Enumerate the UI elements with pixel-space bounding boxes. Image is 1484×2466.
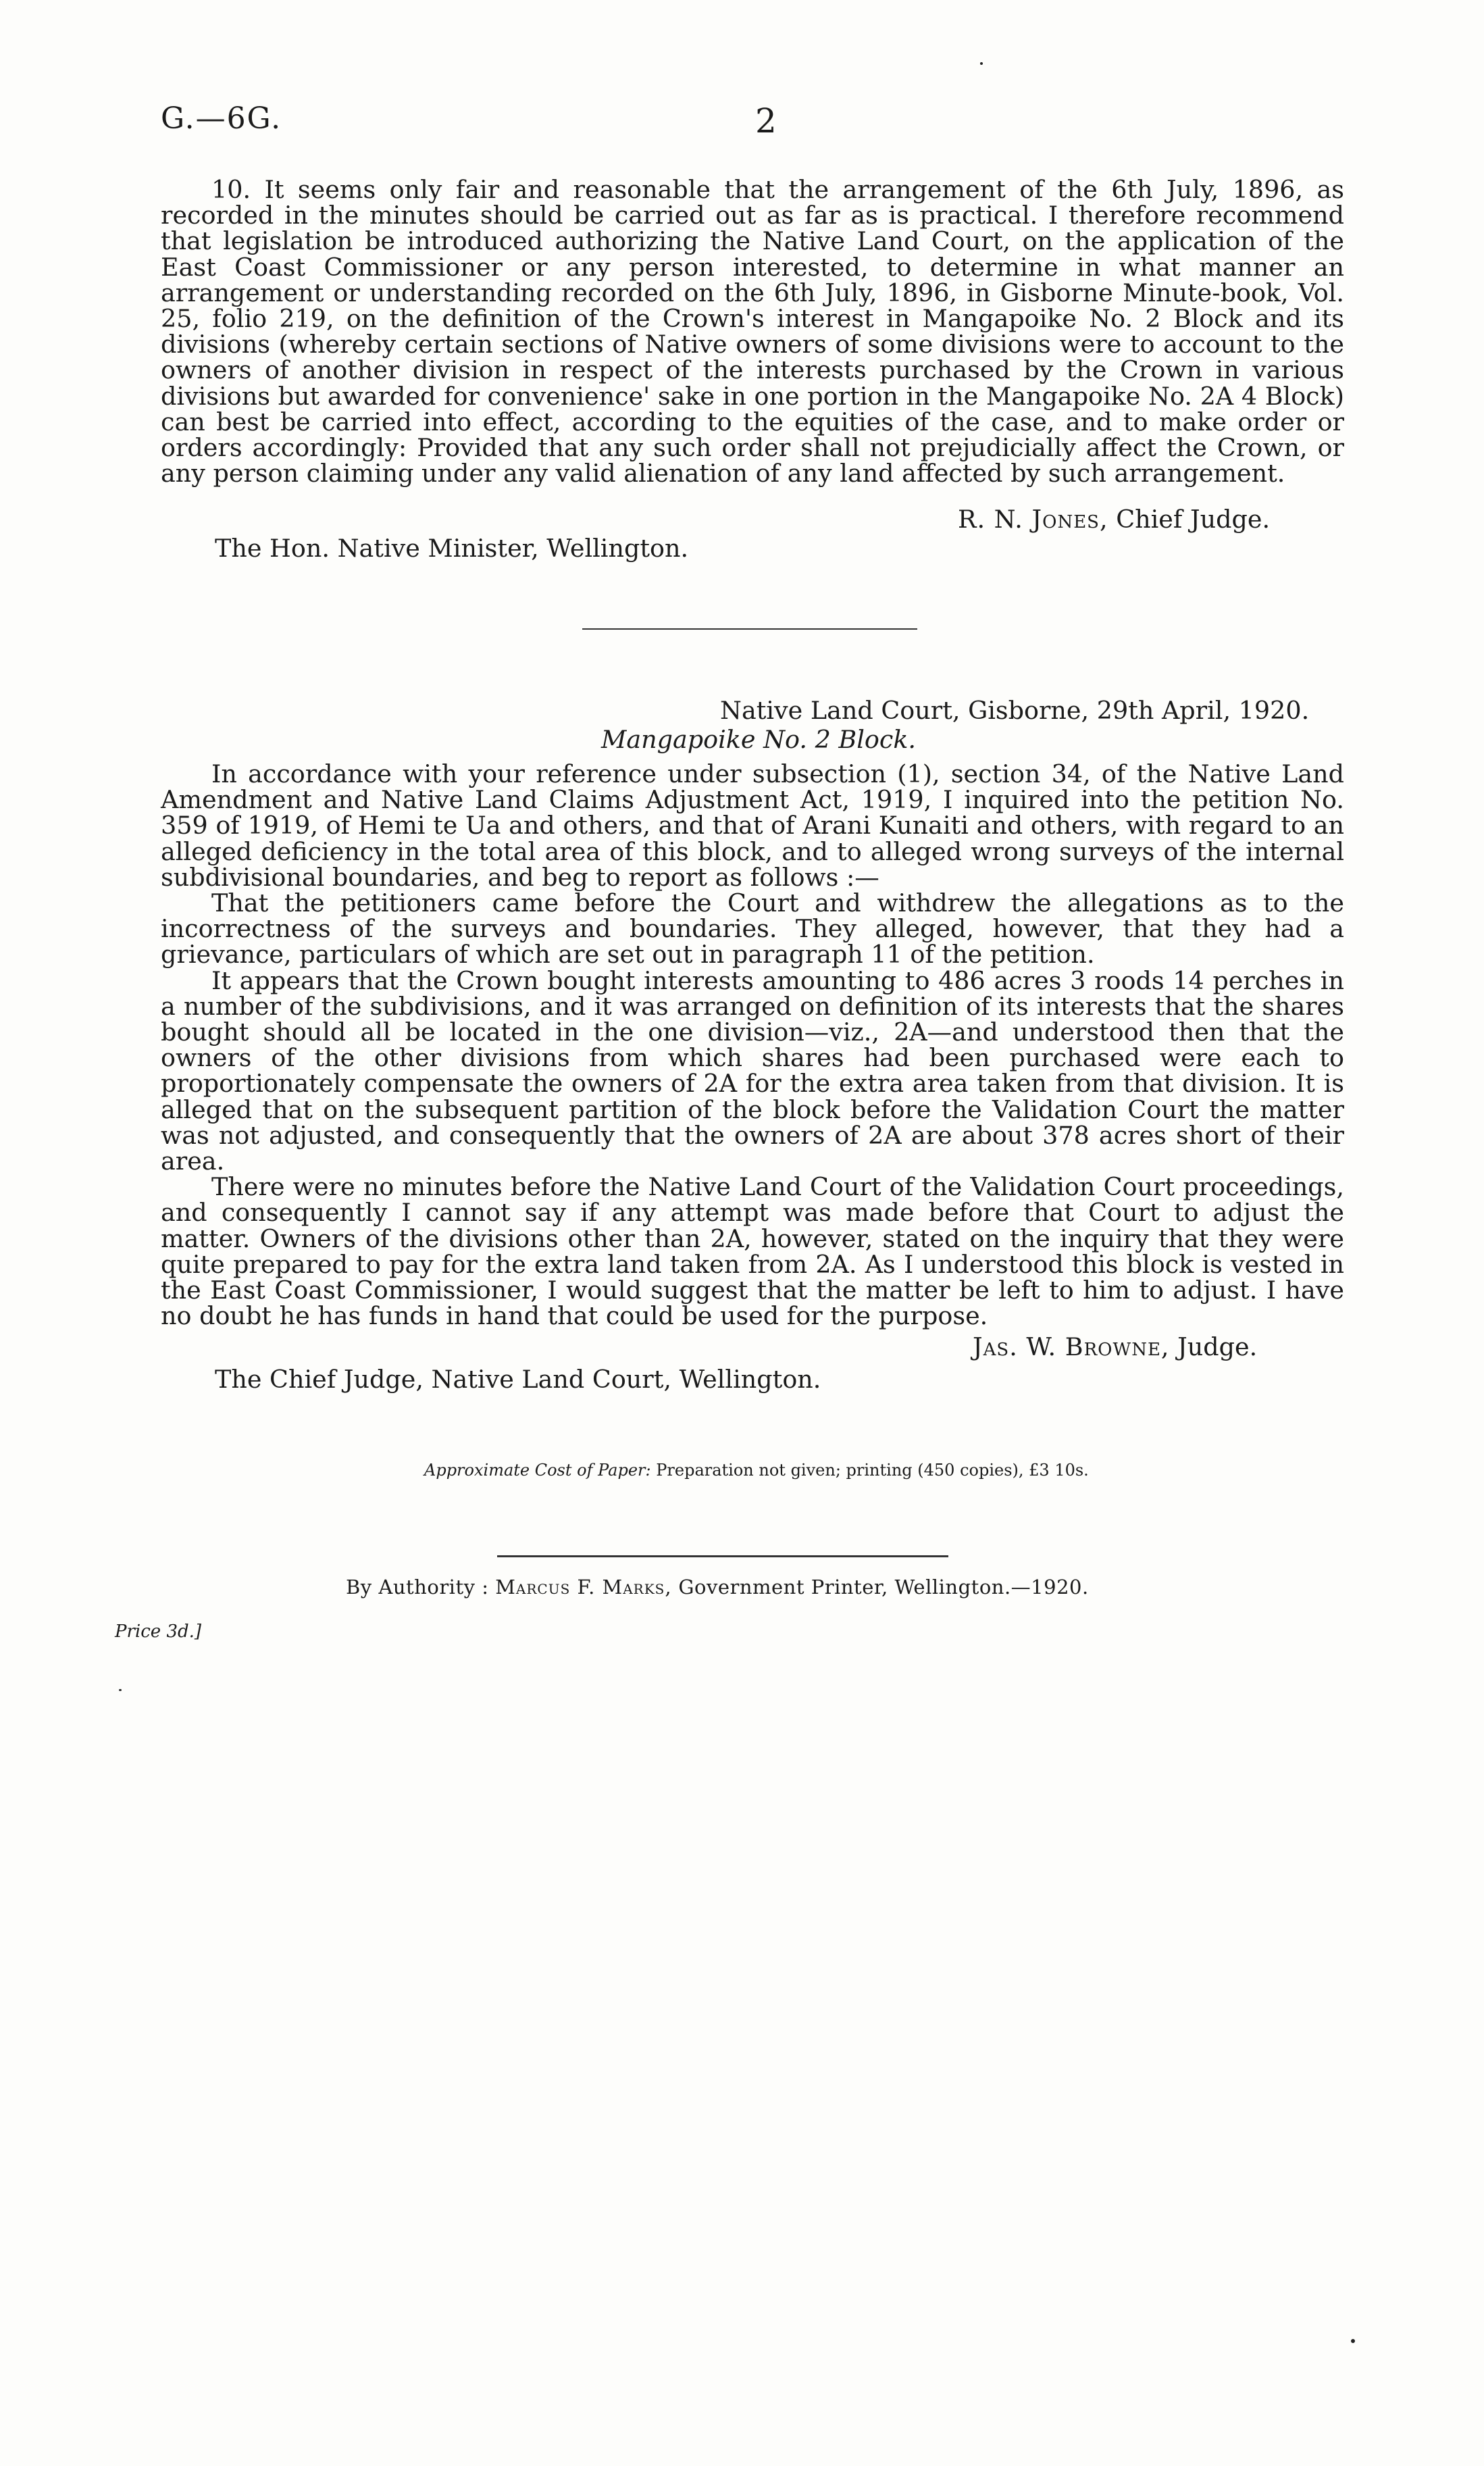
section2-body: [161, 761, 1344, 1329]
signature-name: R. N. Jones,: [958, 505, 1108, 534]
signature-name: Jas. W. Browne,: [973, 1332, 1170, 1361]
block-subject: Mangapoike No. 2 Block.: [601, 725, 917, 754]
authority-prefix: By Authority :: [346, 1576, 489, 1599]
cost-of-paper: [424, 1461, 1089, 1480]
print-speck: [980, 62, 983, 65]
print-speck: [1351, 2339, 1355, 2343]
report-paragraph: There were no minutes before the Native Land Court of the Validation Court proceedings, and consequently I cannot say if any attempt was made before that Court to adjust the matter. Owners of the divisions other than 2A, however, stated on the inquiry that they were quite prepared to pay for the extra land taken from 2A. As I understood this block is vested in the East Coast Commissioner, I would suggest that the matter be left to him to adjust. I have no doubt he has funds in hand that could be used for the purpose.: [161, 1172, 1344, 1331]
price: Price 3d.]: [115, 1621, 202, 1642]
footer-rule: [497, 1555, 948, 1557]
section-divider: [582, 628, 917, 630]
report-paragraph: That the petitioners came before the Court and withdrew the allegations as to the incorrectness of the surveys and boundaries. They alleged, however, that they had a grievance, particulars of which are set out in paragraph 11 of the petition.: [161, 888, 1344, 970]
cost-label: Approximate Cost of Paper:: [424, 1461, 651, 1480]
report-paragraph: In accordance with your reference under subsection (1), section 34, of the Native Land Amendment and Native Land Claims Adjustment Act, 1919, I inquired into the petition No. 359 of 1919, of Hemi te Ua and others, and that of Arani Kunaiti and others, with regard to an alleged deficiency in the total area of this block, and to alleged wrong surveys of the internal subdivisional boundaries, and beg to report as follows :—: [161, 759, 1344, 892]
place-date: Native Land Court, Gisborne, 29th April, 1920.: [720, 696, 1310, 725]
addressee-chief-judge: The Chief Judge, Native Land Court, Wellington.: [215, 1365, 821, 1394]
printer-authority: [346, 1576, 1089, 1599]
signature-title: Judge.: [1177, 1332, 1258, 1361]
page-header: [161, 101, 1350, 142]
paragraph-10: 10. It seems only fair and reasonable that the arrangement of the 6th July, 1896, as recorded in the minutes should be carried out as far as is practical. I therefore recommend that legislation be introduced authorizing the Native Land Court, on the application of the East Coast Commissioner or any person interested, to determine in what manner an arrangement or understanding recorded on the 6th July, 1896, in Gisborne Minute-book, Vol. 25, folio 219, on the definition of the Crown's interest in Mangapoike No. 2 Block and its divisions (whereby certain sections of Native owners of some divisions were to account to the owners of another division in respect of the interests purchased by the Crown in various divisions but awarded for convenience' sake in one portion in the Mangapoike No. 2A 4 Block) can best be carried into effect, according to the equities of the case, and to make order or orders accordingly: Provided that any such order shall not prejudicially affect the Crown, or any person claiming under any valid alienation of any land affected by such arrangement.: [161, 175, 1344, 488]
report-paragraph: It appears that the Crown bought interests amounting to 486 acres 3 roods 14 perches in a number of the subdivisions, and it was arranged on definition of its interests that the shares bought should all be located in the one division—viz., 2A—and understood then that the owners of the other divisions from which shares had been purchased were each to proportionately compensate the owners of 2A for the extra area taken from that division. It is alleged that on the subsequent partition of the block before the Validation Court the matter was not adjusted, and consequently that the owners of 2A are about 378 acres short of their area.: [161, 965, 1344, 1176]
document-reference: G.—6G.: [161, 101, 282, 136]
authority-rest: Government Printer, Wellington.—1920.: [678, 1576, 1089, 1599]
cost-text: Preparation not given; printing (450 copies), £3 10s.: [656, 1461, 1089, 1480]
printer-name: Marcus F. Marks,: [495, 1576, 672, 1599]
print-speck: [119, 1689, 122, 1691]
page-number: 2: [755, 101, 778, 141]
signature-title: Chief Judge.: [1116, 505, 1271, 534]
addressee-native-minister: The Hon. Native Minister, Wellington.: [215, 534, 689, 563]
section1-body: [161, 177, 1344, 486]
signature-chief-judge: [958, 507, 1270, 532]
signature-judge: [973, 1334, 1257, 1360]
